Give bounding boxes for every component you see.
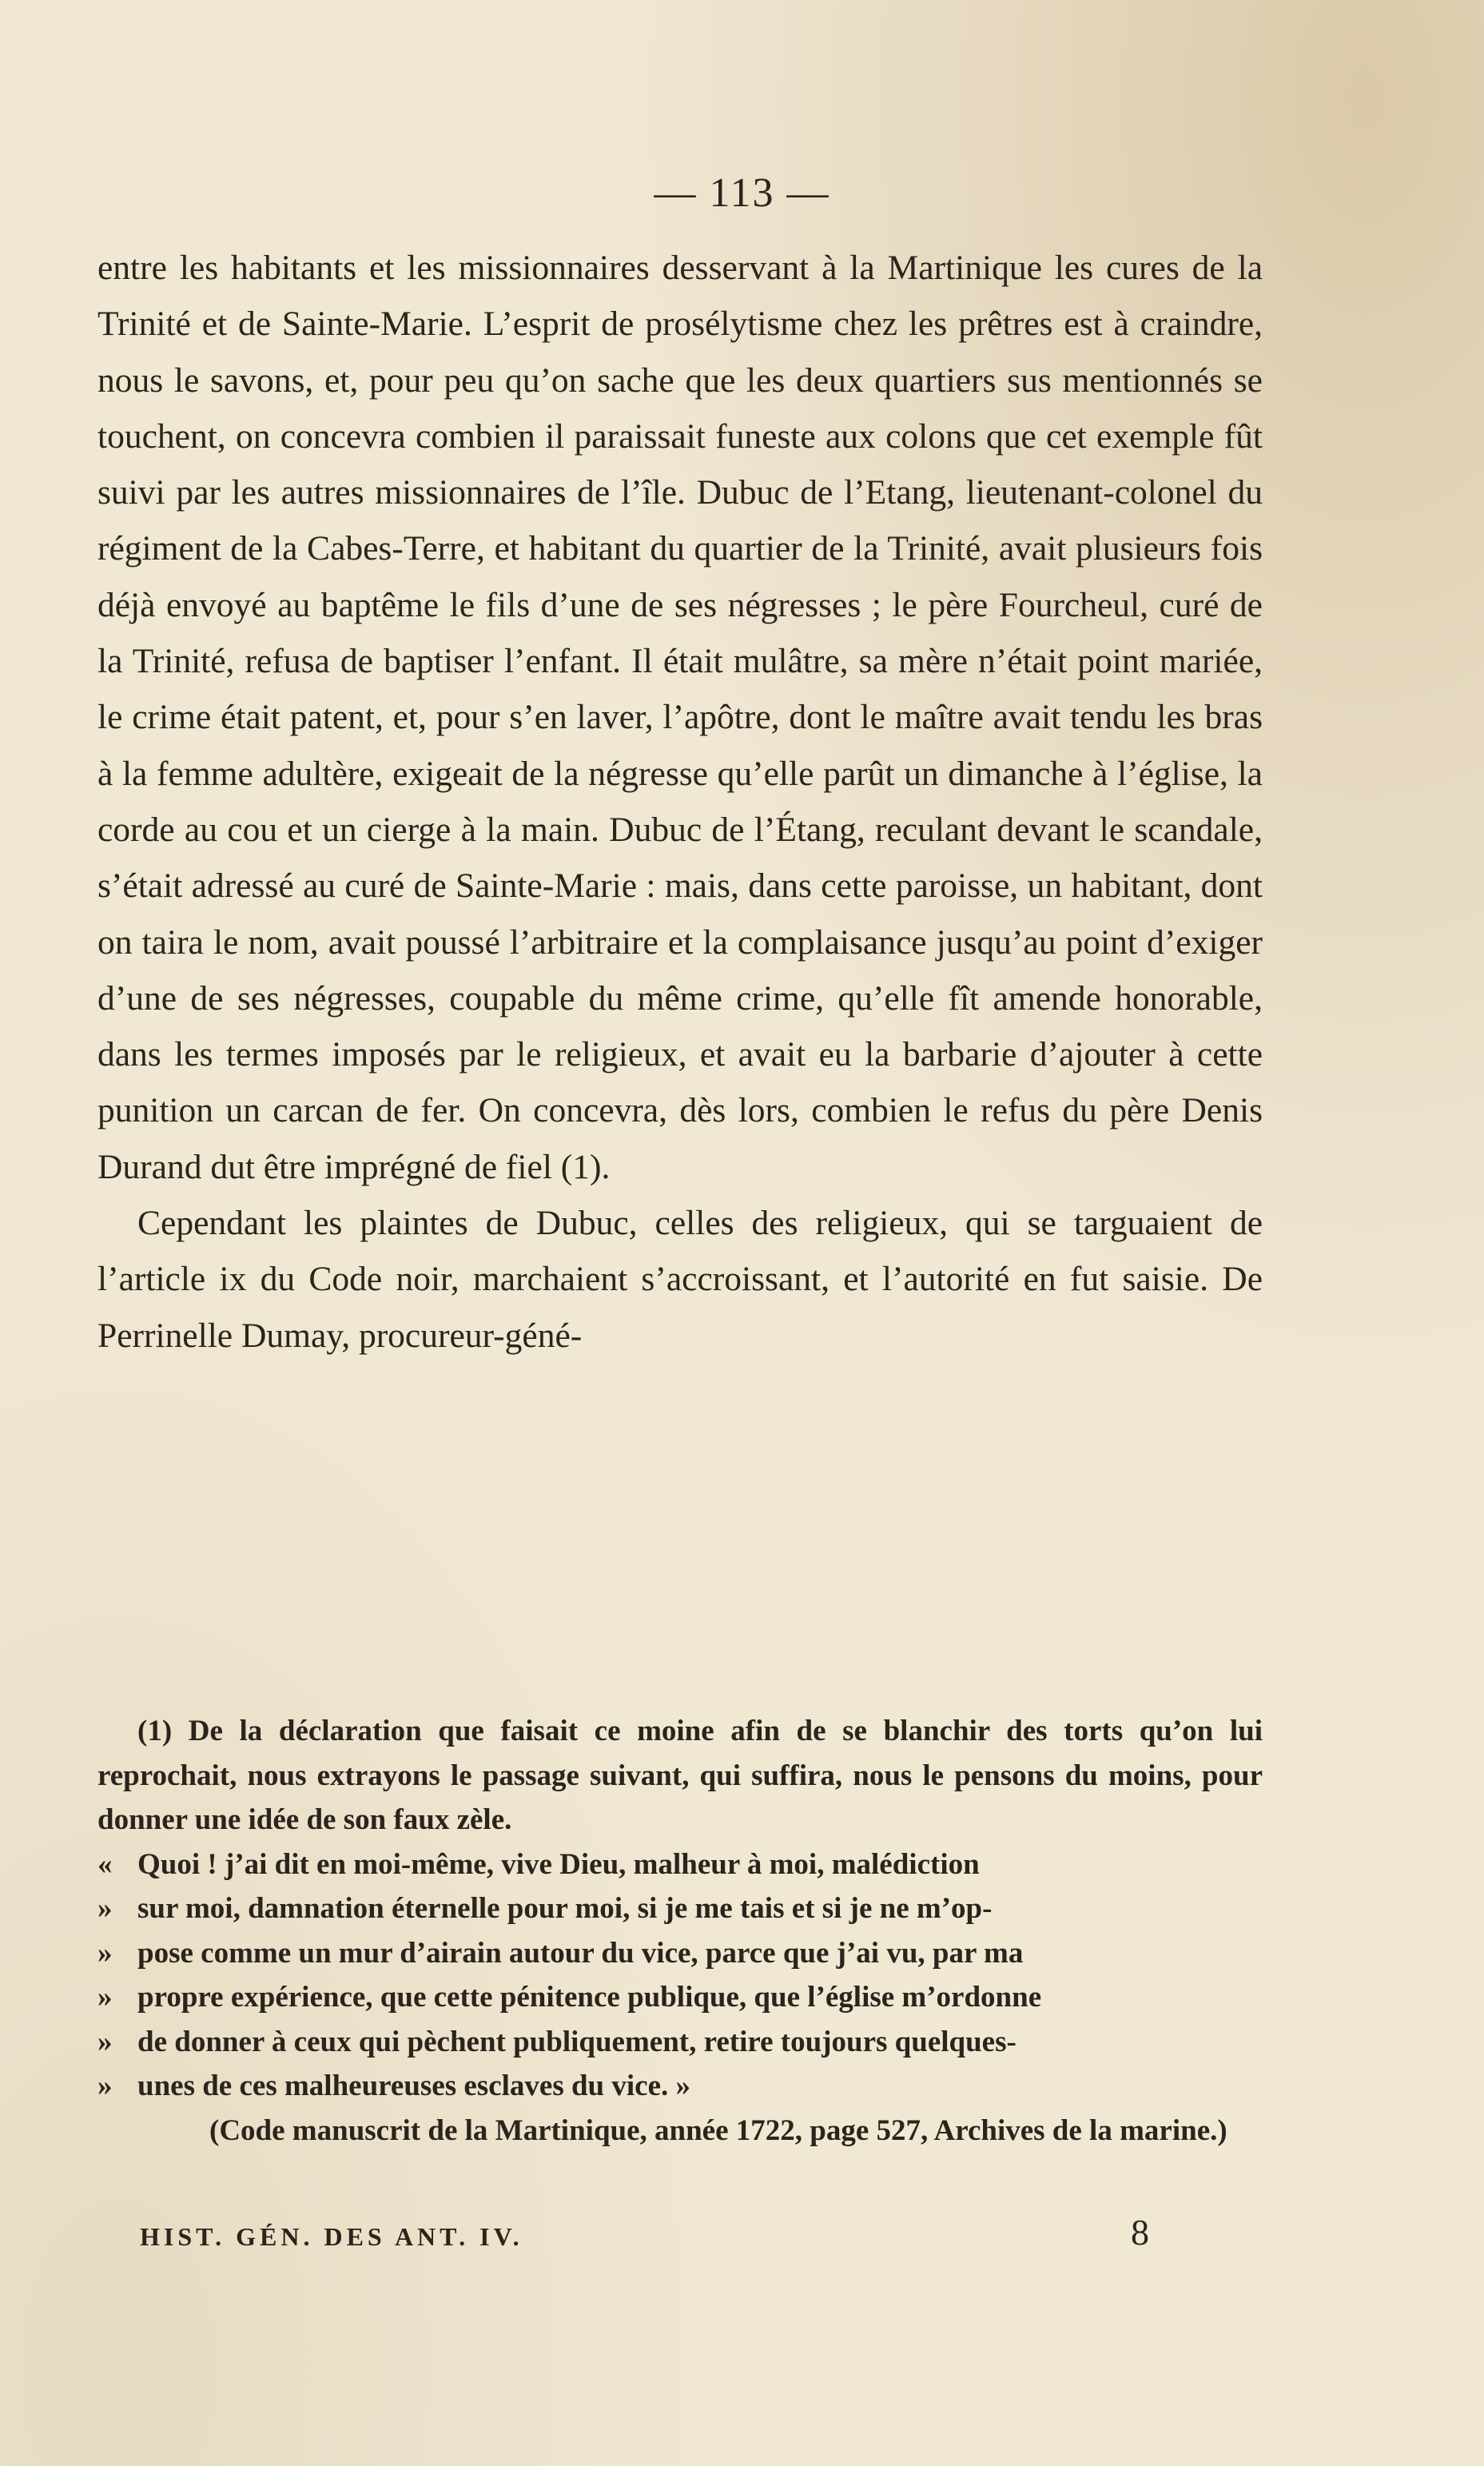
signature-number: 8 — [1131, 2212, 1149, 2253]
quote-text: propre expérience, que cette pénitence publique, que l’église m’ordonne — [137, 1981, 1042, 2014]
footnote-quote — [97, 1843, 1263, 2109]
signature-mark: HIST. GÉN. DES ANT. IV. — [140, 2222, 523, 2251]
quote-mark: » — [97, 1892, 113, 1925]
footnote-intro: (1) De la déclaration que faisait ce moine afin de se blanchir des torts qu’on lui reprochait, nous extrayons le passage suivant, qui suffira, nous le pensons du moins, pour donner une idée de son faux zèle. — [97, 1715, 1263, 1836]
quote-mark: » — [97, 2025, 113, 2058]
quote-text: de donner à ceux qui pèchent publiquement, retire toujours quelques- — [137, 2025, 1017, 2058]
quote-mark: » — [97, 1936, 113, 1970]
quote-line — [97, 2064, 1263, 2109]
quote-line — [97, 2020, 1263, 2065]
footnote-source: (Code manuscrit de la Martinique, année 1722, page 527, Archives de la marine.) — [209, 2113, 1227, 2147]
main-text — [97, 240, 1263, 1364]
paragraph-1: entre les habitants et les missionnaires desservant à la Martinique les cures de la Trinité et de Sainte-Marie. L’esprit de prosélytisme chez les prêtres est à craindre, nous le savons, et, pour peu qu’on sache que les deux quartiers sus mentionnés se touchent, on concevra combien il paraissait funeste aux colons que cet exemple fût suivi par les autres missionnaires de l’île. Dubuc de l’Etang, lieutenant-colonel du régiment de la Cabes-Terre, et habitant du quartier de la Trinité, avait plusieurs fois déjà envoyé au baptême le fils d’une de ses négresses ; le père Fourcheul, curé de la Trinité, refusa de baptiser l’enfant. Il était mulâtre, sa mère n’était point mariée, le crime était patent, et, pour s’en laver, l’apôtre, dont le maître avait tendu les bras à la femme adultère, exigeait de la négresse qu’elle parût un dimanche à l’église, la corde au cou et un cierge à la main. Dubuc de l’Étang, reculant devant le scandale, s’était adressé au curé de Sainte-Marie : mais, dans cette paroisse, un habitant, dont on taira le nom, avait poussé l’arbitraire et la complaisance jusqu’au point d’exiger d’une de ses négresses, coupable du même crime, qu’elle fît amende honorable, dans les termes imposés par le religieux, et avait eu la barbarie d’ajouter à cette punition un carcan de fer. On concevra, dès lors, combien le refus du père Denis Durand dut être imprégné de fiel (1). — [97, 249, 1263, 1186]
quote-text: pose comme un mur d’airain autour du vice, parce que j’ai vu, par ma — [137, 1936, 1024, 1970]
quote-mark: « — [97, 1847, 113, 1881]
quote-mark: » — [97, 2070, 113, 2102]
paragraph-2: Cependant les plaintes de Dubuc, celles des religieux, qui se targuaient de l’article ix du Code noir, marchaient s’accroissant, et l’autorité en fut saisie. De Perrinelle Dumay, procureur-géné- — [97, 1204, 1263, 1355]
footnote — [97, 1709, 1263, 2153]
quote-text: unes de ces malheureuses esclaves du vice. » — [137, 2070, 690, 2102]
quote-mark: » — [97, 1981, 113, 2014]
page-number: — 113 — — [654, 170, 830, 216]
quote-line — [97, 1843, 1263, 1887]
quote-text: Quoi ! j’ai dit en moi-même, vive Dieu, malheur à moi, malédiction — [137, 1847, 980, 1881]
quote-text: sur moi, damnation éternelle pour moi, si je me tais et si je ne m’op- — [137, 1892, 993, 1925]
quote-line — [97, 1931, 1263, 1976]
quote-line — [97, 1975, 1263, 2020]
quote-line — [97, 1886, 1263, 1931]
